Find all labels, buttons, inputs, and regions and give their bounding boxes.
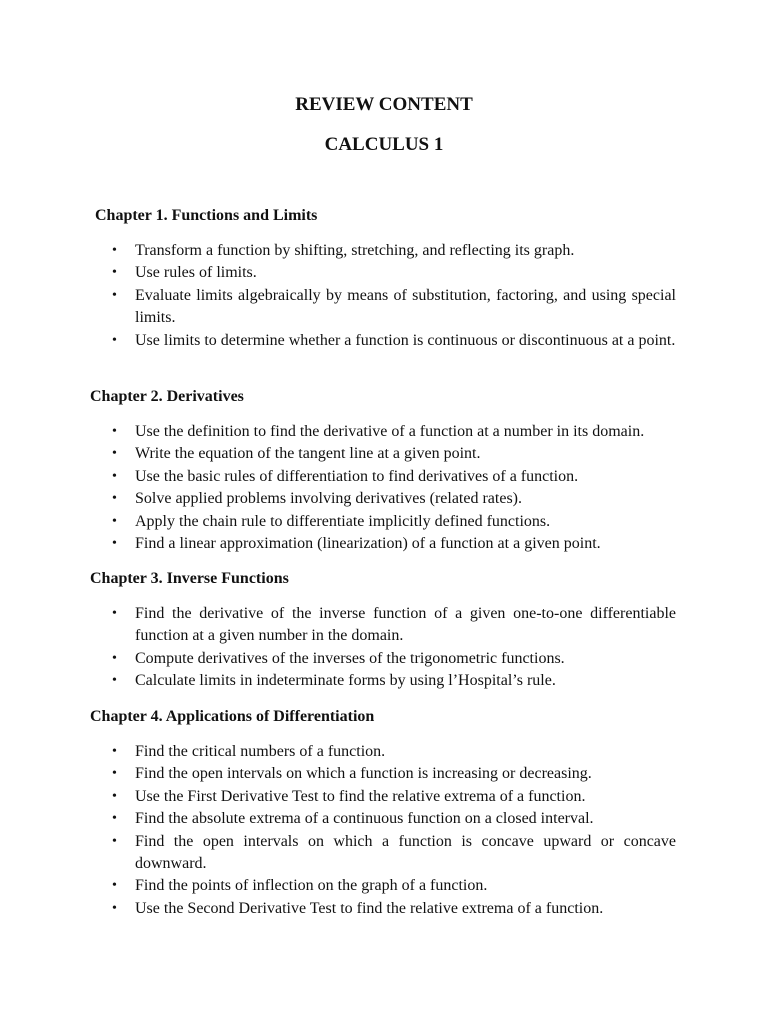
list-item — [90, 330, 676, 352]
list-item — [90, 831, 676, 876]
bullet-icon: • — [112, 833, 117, 849]
list-item — [90, 488, 676, 510]
list-item-text: Find the open intervals on which a function is increasing or decreasing. — [135, 765, 592, 783]
list-item — [90, 763, 676, 785]
list-item — [90, 786, 676, 808]
list-item-text: Find the absolute extrema of a continuous function on a closed interval. — [135, 810, 594, 828]
bullet-icon: • — [112, 491, 117, 507]
list-item-text: Use limits to determine whether a function is continuous or discontinuous at a point. — [135, 331, 676, 349]
document-subtitle: CALCULUS 1 — [324, 134, 444, 155]
bullet-icon: • — [112, 265, 117, 281]
list-item-text: Find the derivative of the inverse function of a given one-to-one differentiable function at a given number in the domain. — [135, 605, 676, 645]
list-item-text: Calculate limits in indeterminate forms by using l’Hospital’s rule. — [135, 672, 556, 690]
chapter-heading: Chapter 3. Inverse Functions — [90, 570, 289, 587]
list-item — [90, 533, 676, 555]
list-item-text: Find the open intervals on which a function is concave upward or concave downward. — [135, 832, 676, 873]
bullet-icon: • — [112, 900, 117, 916]
list-item-text: Use rules of limits. — [135, 264, 257, 282]
list-item-text: Use the Second Derivative Test to find the relative extrema of a function. — [135, 899, 604, 917]
bullet-icon: • — [112, 744, 117, 759]
bullet-icon: • — [112, 650, 117, 666]
objective-list — [90, 240, 680, 352]
list-item-text: Apply the chain rule to differentiate implicitly defined functions. — [135, 512, 551, 530]
objective-list — [90, 603, 680, 693]
list-item-text: Solve applied problems involving derivatives (related rates). — [135, 490, 522, 508]
list-item-text: Use the definition to find the derivative of a function at a number in its domain. — [135, 423, 645, 440]
bullet-icon: • — [112, 878, 117, 894]
list-item-text: Transform a function by shifting, stretching, and reflecting its graph. — [135, 242, 575, 259]
list-item — [90, 648, 676, 670]
objective-list — [90, 421, 680, 555]
chapter-heading: Chapter 1. Functions and Limits — [95, 207, 318, 224]
chapter-2-section — [90, 386, 680, 555]
objective-list — [90, 741, 680, 920]
list-item-text: Write the equation of the tangent line at a given point. — [135, 445, 481, 463]
list-item — [90, 808, 676, 830]
list-item — [90, 262, 676, 284]
list-item-text: Find the critical numbers of a function. — [135, 743, 386, 760]
list-item-text: Evaluate limits algebraically by means of substitution, factoring, and using special limits. — [135, 286, 676, 327]
chapter-4-section — [90, 706, 680, 920]
bullet-icon: • — [112, 811, 117, 827]
list-item — [90, 670, 676, 692]
list-item — [90, 240, 676, 262]
list-item-text: Find a linear approximation (linearization) of a function at a given point. — [135, 535, 601, 553]
list-item — [90, 443, 676, 465]
chapter-1-section — [90, 205, 680, 352]
bullet-icon: • — [112, 766, 117, 782]
bullet-icon: • — [112, 424, 117, 439]
bullet-icon: • — [112, 513, 117, 529]
list-item — [90, 603, 676, 648]
chapter-heading: Chapter 2. Derivatives — [90, 388, 244, 405]
list-item — [90, 875, 676, 897]
list-item-text: Use the basic rules of differentiation to find derivatives of a function. — [135, 467, 579, 485]
list-item-text: Compute derivatives of the inverses of the trigonometric functions. — [135, 649, 565, 667]
list-item — [90, 511, 676, 533]
bullet-icon: • — [112, 673, 117, 689]
bullet-icon: • — [112, 468, 117, 484]
chapter-3-section — [90, 568, 680, 693]
bullet-icon: • — [112, 332, 117, 348]
bullet-icon: • — [112, 287, 117, 303]
chapter-heading: Chapter 4. Applications of Differentiation — [90, 708, 375, 725]
bullet-icon: • — [112, 243, 117, 258]
list-item — [90, 466, 676, 488]
list-item — [90, 285, 676, 330]
list-item — [90, 421, 676, 443]
document-title: REVIEW CONTENT — [295, 94, 473, 115]
list-item-text: Use the First Derivative Test to find the relative extrema of a function. — [135, 787, 586, 805]
bullet-icon: • — [112, 536, 117, 552]
bullet-icon: • — [112, 788, 117, 804]
bullet-icon: • — [112, 606, 117, 621]
list-item — [90, 741, 676, 763]
list-item — [90, 898, 676, 920]
list-item-text: Find the points of inflection on the graph of a function. — [135, 877, 488, 895]
bullet-icon: • — [112, 446, 117, 462]
